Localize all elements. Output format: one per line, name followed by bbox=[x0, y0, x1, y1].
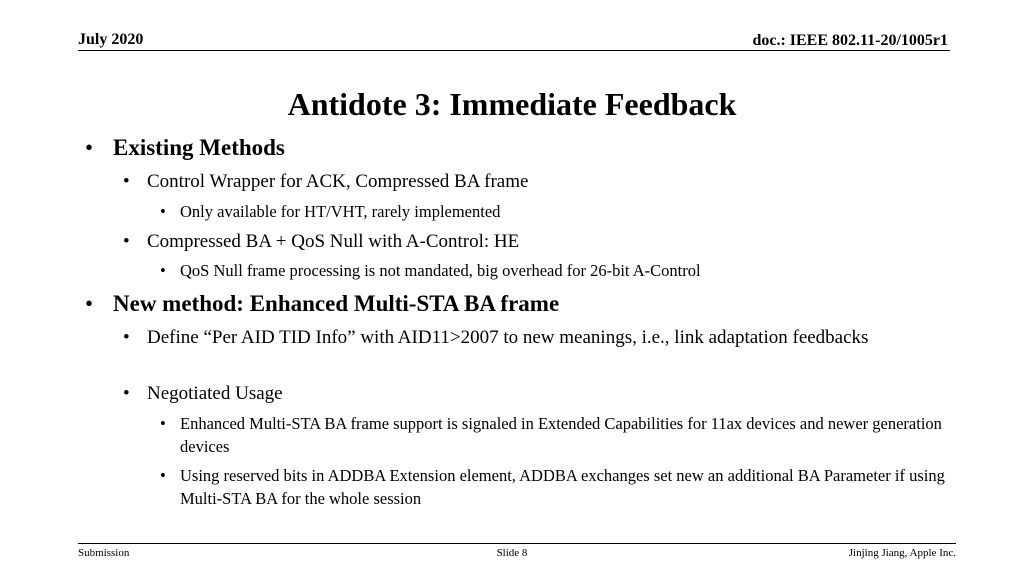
bullet-dot-icon: • bbox=[123, 327, 130, 348]
sub-bullet-negotiated-usage bbox=[123, 381, 907, 406]
header-doc-id: doc.: IEEE 802.11-20/1005r1 bbox=[752, 32, 948, 49]
bullet-dot-icon: • bbox=[123, 171, 130, 192]
bullet-existing-methods bbox=[85, 134, 933, 162]
bullet-text: Enhanced Multi-STA BA frame support is signaled in Extended Capabilities for 11ax devices and newer generation devices bbox=[180, 414, 942, 456]
bullet-dot-icon: • bbox=[160, 414, 166, 433]
sub-bullet-compressed-ba bbox=[123, 229, 907, 254]
bullet-text: QoS Null frame processing is not mandated, big overhead for 26-bit A-Control bbox=[180, 261, 701, 280]
bullet-dot-icon: • bbox=[160, 202, 166, 221]
bullet-text: Using reserved bits in ADDBA Extension element, ADDBA exchanges set new an additional BA Parameter if using Multi-STA BA for the whole session bbox=[180, 466, 945, 508]
bullet-text: Existing Methods bbox=[113, 135, 285, 160]
sub-bullet-define-per-aid bbox=[123, 325, 907, 350]
sub-sub-bullet-ht-vht bbox=[160, 200, 950, 223]
sub-sub-bullet-extended-capabilities bbox=[160, 412, 950, 458]
sub-sub-bullet-addba bbox=[160, 464, 950, 510]
footer-submission: Submission bbox=[78, 547, 130, 559]
bullet-dot-icon: • bbox=[123, 231, 130, 252]
bullet-text: Only available for HT/VHT, rarely implemented bbox=[180, 202, 501, 221]
bullet-dot-icon: • bbox=[85, 135, 94, 160]
bullet-text: Compressed BA + QoS Null with A-Control: HE bbox=[147, 231, 520, 252]
slide-title: Antidote 3: Immediate Feedback bbox=[287, 86, 737, 122]
footer-divider bbox=[78, 543, 956, 544]
bullet-new-method bbox=[85, 290, 933, 318]
bullet-dot-icon: • bbox=[160, 261, 166, 280]
header-date: July 2020 bbox=[78, 31, 144, 48]
bullet-dot-icon: • bbox=[123, 383, 130, 404]
bullet-text: Define “Per AID TID Info” with AID11>2007 to new meanings, i.e., link adaptation feedbacks bbox=[147, 327, 869, 348]
bullet-dot-icon: • bbox=[160, 466, 166, 485]
footer-slide-number: Slide 8 bbox=[496, 547, 528, 559]
sub-sub-bullet-qos-null bbox=[160, 259, 950, 282]
bullet-dot-icon: • bbox=[85, 291, 94, 316]
sub-bullet-control-wrapper bbox=[123, 169, 907, 194]
footer-author: Jinjing Jiang, Apple Inc. bbox=[848, 547, 956, 559]
bullet-text: Negotiated Usage bbox=[147, 383, 283, 404]
bullet-text: New method: Enhanced Multi-STA BA frame bbox=[113, 291, 560, 316]
bullet-text: Control Wrapper for ACK, Compressed BA frame bbox=[147, 171, 529, 192]
